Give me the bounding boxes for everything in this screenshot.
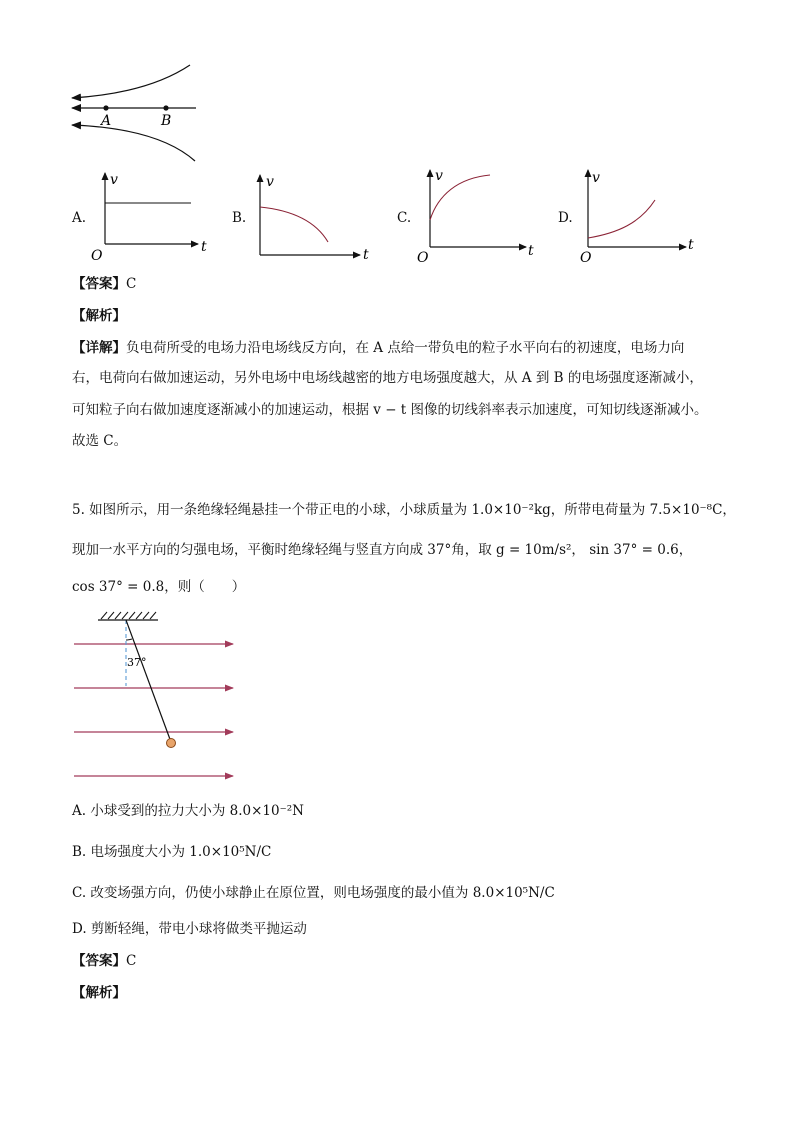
- upper-field-line: [72, 65, 190, 98]
- detail-tag: 【详解】: [72, 340, 126, 356]
- point-b-dot: [163, 105, 168, 110]
- point-a-dot: [103, 105, 108, 110]
- axis-t-label: t: [688, 237, 694, 253]
- vt-graph-b: [240, 170, 380, 265]
- origin-label: O: [580, 250, 592, 265]
- axis-v-label: v: [435, 168, 443, 184]
- pendulum-figure: [70, 608, 240, 788]
- vt-graph-c: [410, 165, 550, 265]
- curve-b: [260, 207, 328, 242]
- vt-graph-d: [568, 165, 708, 265]
- answer-value: C: [126, 953, 137, 969]
- axis-t-label: t: [528, 243, 534, 259]
- q4-detail-line-4: 故选 C。: [72, 433, 128, 449]
- origin-label: O: [417, 250, 429, 265]
- insulating-string: [126, 620, 171, 742]
- axis-t-label: t: [201, 239, 207, 255]
- answer-tag: 【答案】: [72, 276, 126, 292]
- point-b-label: B: [161, 113, 172, 129]
- option-b-letter: B.: [232, 210, 247, 226]
- q5-stem-line-1: 5. 如图所示，用一条绝缘轻绳悬挂一个带正电的小球，小球质量为 1.0×10⁻²kg，所带电荷量为 7.5×10⁻⁸C，: [72, 502, 736, 518]
- ceiling-hatch: [98, 612, 158, 620]
- q5-stem-line-2: 现加一水平方向的匀强电场，平衡时绝缘轻绳与竖直方向成 37°角，取 g = 10m/s²， sin 37° = 0.6，: [72, 542, 693, 558]
- q5-option-a: A. 小球受到的拉力大小为 8.0×10⁻²N: [72, 803, 304, 819]
- lower-field-line: [72, 125, 195, 161]
- point-a-label: A: [101, 113, 112, 129]
- q5-stem-line-3: cos 37° = 0.8，则（ ）: [72, 579, 246, 595]
- option-c-letter: C.: [397, 210, 412, 226]
- q4-analysis-tag: 【解析】: [72, 308, 126, 324]
- answer-value: C: [126, 276, 137, 292]
- angle-arc: [126, 639, 132, 640]
- origin-label: O: [91, 248, 103, 263]
- q5-option-d: D. 剪断轻绳，带电小球将做类平抛运动: [72, 921, 307, 937]
- axis-t-label: t: [363, 247, 369, 263]
- option-a-letter: A.: [72, 210, 87, 226]
- q4-answer: [72, 274, 136, 294]
- q4-detail-line-1: [72, 338, 684, 358]
- option-d-letter: D.: [558, 210, 573, 226]
- q5-option-b: B. 电场强度大小为 1.0×10⁵N/C: [72, 844, 272, 860]
- q5-answer: [72, 951, 136, 971]
- field-lines-figure: [60, 55, 210, 167]
- q5-option-c: C. 改变场强方向，仍使小球静止在原位置，则电场强度的最小值为 8.0×10⁵N/C: [72, 885, 555, 901]
- axis-v-label: v: [266, 174, 274, 190]
- q4-detail-line-2: 右，电荷向右做加速运动，另外电场中电场线越密的地方电场强度越大，从 A 到 B 的电场强度逐渐减小，: [72, 370, 703, 386]
- curve-d: [588, 200, 655, 238]
- charged-ball: [167, 739, 176, 748]
- answer-tag: 【答案】: [72, 953, 126, 969]
- axis-v-label: v: [110, 172, 118, 188]
- q4-detail-line-3: 可知粒子向右做加速度逐渐减小的加速运动，根据 v − t 图像的切线斜率表示加速度，可知切线逐渐减小。: [72, 402, 708, 418]
- angle-label: 37°: [127, 656, 147, 669]
- axis-v-label: v: [592, 170, 600, 186]
- q5-analysis-tag: 【解析】: [72, 985, 126, 1001]
- vt-graph-a: [85, 168, 225, 263]
- detail-text: 负电荷所受的电场力沿电场线反方向，在 A 点给一带负电的粒子水平向右的初速度，电场力向: [126, 340, 685, 356]
